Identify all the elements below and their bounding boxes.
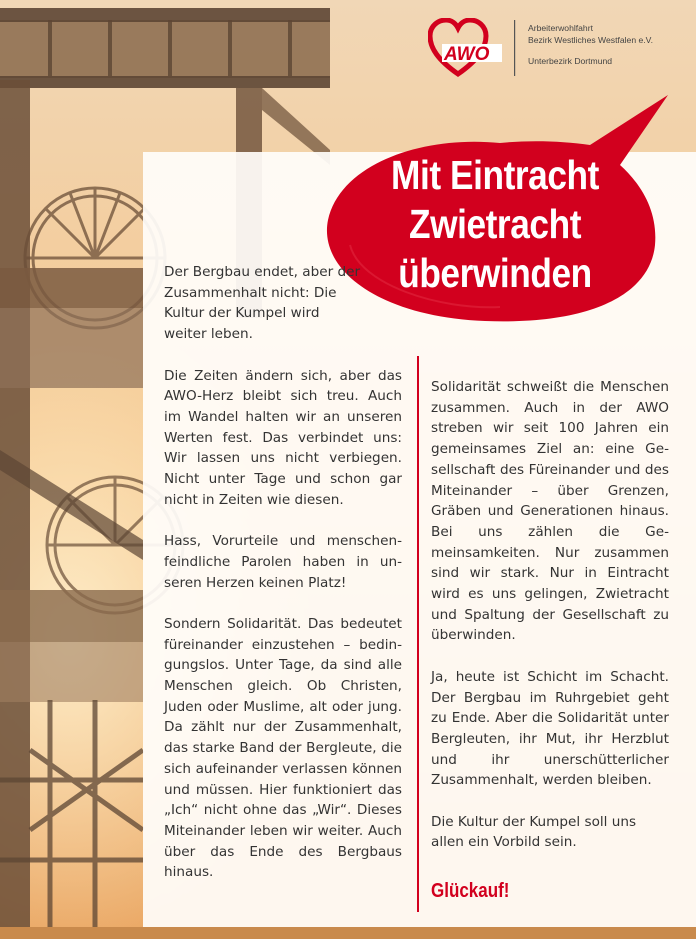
intro-paragraph: Der Bergbau endet, aber der Zusammenhalt nicht: Die Kultur der Kumpel wird weiter leben.: [164, 264, 361, 343]
organization-name: [528, 22, 653, 67]
closing-glueckauf: Glückauf!: [431, 880, 510, 902]
headline-line-2: Zwietracht: [408, 201, 582, 247]
paragraph-awo-herz: Die Zeiten ändern sich, aber das AWO-Herz bleibt sich treu. Auch im Wandel halten wir an unseren Werten fest. Das verbindet uns: Wir lassen uns nicht verbiegen. Nicht unter Tage und schon gar nicht in Zeiten wie diesen.: [164, 367, 402, 508]
text-column-left: [164, 262, 402, 904]
awo-wordmark: AWO: [444, 44, 490, 65]
paragraph-solidaritaet: Sondern Solidarität. Das bedeutet füreinander einzustehen – bedingungslos. Unter Tage, da sind alle Menschen gleich. Ob Christen, Juden oder Muslime, alt oder jung. Da zählt nur der Zusammenhalt, das starke Band der Bergleute, die sich aufeinander verlassen können und müssen. Hier funktioniert das „Ich“ nicht ohne das „Wir“. Dieses Miteinander leben wir weiter. Auch über das Ende des Bergbaus hinaus.: [164, 615, 402, 881]
headline-line-3: überwinden: [398, 250, 592, 296]
headline: [366, 151, 624, 298]
org-line-2: Bezirk Westliches Westfalen e.V.: [528, 35, 653, 45]
text-column-right: [431, 377, 669, 874]
headline-line-1: Mit Eintracht: [391, 152, 599, 198]
org-line-1: Arbeiterwohlfahrt: [528, 23, 593, 33]
paragraph-zusammen: Solidarität schweißt die Menschen zusammen. Auch in der AWO streben wir seit 100 Jahren ein gemeinsames Ziel an: eine Gesellschaft des Füreinander und des Miteinander – über Grenzen, Gräben und Generationen hinaus. Bei uns zählen die Gemeinsamkeiten. Nur zusammen sind wir stark. Nur in Eintracht wird es uns gelingen, Zwietracht und Spaltung der Gesellschaft zu überwinden.: [431, 379, 669, 644]
column-divider: [417, 356, 419, 912]
paragraph-schicht: Ja, heute ist Schicht im Schacht. Der Bergbau im Ruhrgebiet geht zu Ende. Aber die Solidarität unter Bergleuten, ihr Mut, ihr Herzblut und ihr unerschütterlicher Zusammenhalt, werden bleiben.: [431, 668, 669, 789]
org-line-3: Unterbezirk Dortmund: [528, 56, 613, 66]
paragraph-vorbild: Die Kultur der Kumpel soll uns allen ein Vorbild sein.: [431, 813, 637, 851]
paragraph-hass: Hass, Vorurteile und menschenfeindliche Parolen haben in unseren Herzen keinen Platz!: [164, 533, 402, 591]
